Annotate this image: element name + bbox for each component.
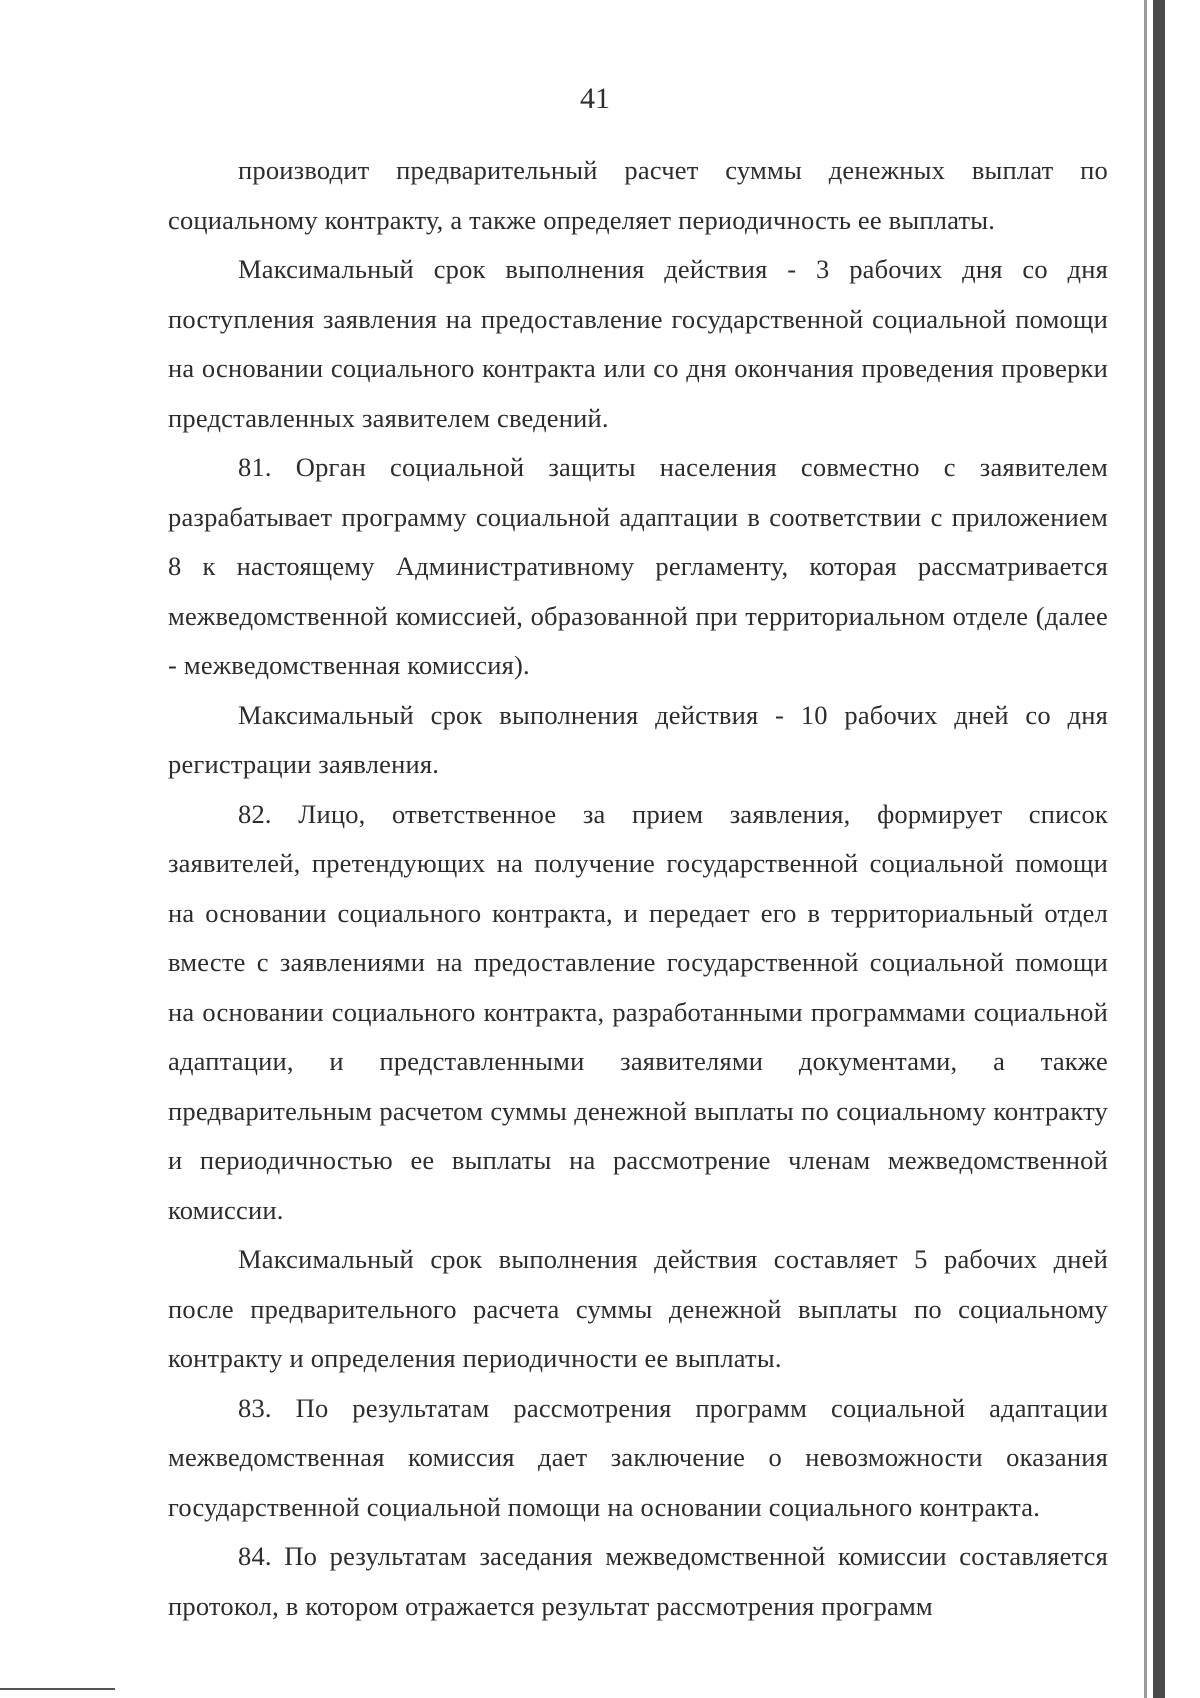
- page-number: 41: [580, 82, 610, 115]
- paragraph-deadline-5-days: Максимальный срок выполнения действия составляет 5 рабочих дней после предварительного расчета суммы денежной выплаты по социальному контракту и определения периодичности ее выплаты.: [168, 1244, 1108, 1373]
- scan-edge-shadow: [1144, 0, 1147, 1698]
- scan-edge-border: [1153, 0, 1165, 1698]
- paragraph-deadline-10-days: Максимальный срок выполнения действия - 10 рабочих дней со дня регистрации заявления.: [168, 699, 1108, 779]
- document-body: [168, 146, 1108, 1631]
- paragraph-81: 81. Орган социальной защиты населения совместно с заявителем разрабатывает программу социальной адаптации в соответствии с приложением 8 к настоящему Административному регламенту, которая рассматривается межведомственной комиссией, образованной при территориальном отделе (далее - межведомственная комиссия).: [168, 452, 1108, 680]
- paragraph-84: 84. По результатам заседания межведомственной комиссии составляется протокол, в котором отражается результат рассмотрения программ: [168, 1541, 1108, 1621]
- bottom-divider: [0, 1688, 115, 1690]
- paragraph-82: 82. Лицо, ответственное за прием заявления, формирует список заявителей, претендующих на получение государственной социальной помощи на основании социального контракта, и передает его в территориальный отдел вместе с заявлениями на предоставление государственной социальной помощи на основании социального контракта, разработанными программами социальной адаптации, и представленными заявителями документами, а также предварительным расчетом суммы денежной выплаты по социальному контракту и периодичностью ее выплаты на рассмотрение членам межведомственной комиссии.: [168, 798, 1108, 1225]
- paragraph-83: 83. По результатам рассмотрения программ социальной адаптации межведомственная комиссия дает заключение о невозможности оказания государственной социальной помощи на основании социального контракта.: [168, 1392, 1108, 1522]
- paragraph-deadline-3-days: Максимальный срок выполнения действия - 3 рабочих дня со дня поступления заявления на предоставление государственной социальной помощи на основании социального контракта или со дня окончания проведения проверки представленных заявителем сведений.: [168, 254, 1108, 433]
- paragraph-continuation: производит предварительный расчет суммы денежных выплат по социальному контракту, а также определяет периодичность ее выплаты.: [168, 155, 1108, 235]
